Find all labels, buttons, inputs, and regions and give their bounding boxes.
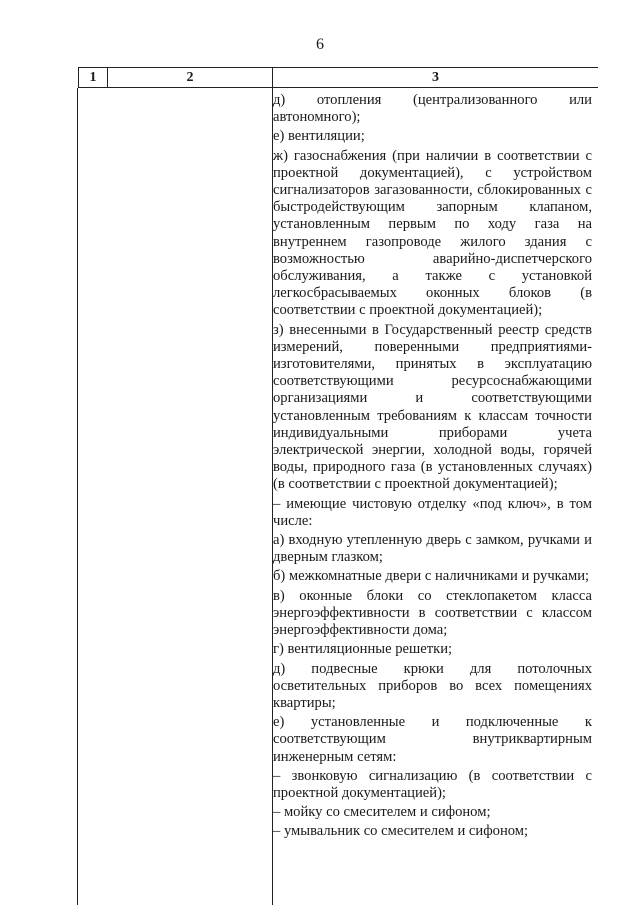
paragraph: ж) газоснабжения (при наличии в соответствии с проектной документацией), с устройством сигнализаторов загазованности, сблокированных с быстродействующим запорным клапаном, установленным первым по ходу газа на внутреннем газопроводе жилого здания с возможностью аварийно-диспетчерского обслуживания, а также с установкой легкосбрасываемых оконных блоков (в соответствии с проектной документацией); xyxy=(273,147,592,319)
page-number: 6 xyxy=(316,36,324,53)
paragraph: г) вентиляционные решетки; xyxy=(273,641,453,658)
paragraph: е) установленные и подключенные к соответствующим внутриквартирным инженерным сетям: xyxy=(273,714,592,765)
paragraph: – мойку со смесителем и сифоном; xyxy=(273,804,491,821)
paragraph: д) подвесные крюки для потолочных осветительных приборов во всех помещениях квартиры; xyxy=(273,660,592,711)
table-left-border xyxy=(77,88,78,905)
paragraph: – звонковую сигнализацию (в соответствии с проектной документацией); xyxy=(273,767,592,801)
paragraph: е) вентиляции; xyxy=(273,128,365,145)
paragraph: – умывальник со смесителем и сифоном; xyxy=(273,823,529,840)
table-header-row xyxy=(78,67,598,88)
table-header-col-3: 3 xyxy=(432,70,439,85)
paragraph: з) внесенными в Государственный реестр средств измерений, поверенными предприятиями-изготовителями, принятых в эксплуатацию соответствующими ресурсоснабжающими организациями и соответствующими установленным требованиям к классам точности индивидуальными приборами учета электрической энергии, холодной воды, горячей воды, природного газа (в установленных случаях) (в соответствии с проектной документацией); xyxy=(273,321,592,493)
paragraph: б) межкомнатные двери с наличниками и ручками; xyxy=(273,568,590,585)
paragraph: в) оконные блоки со стеклопакетом класса энергоэффективности в соответствии с классом энергоэффективности дома; xyxy=(273,587,592,639)
paragraph: а) входную утепленную дверь с замком, ручками и дверным глазком; xyxy=(273,532,592,566)
paragraph: д) отопления (централизованного или автономного); xyxy=(273,92,592,126)
table-header-col-1: 1 xyxy=(78,68,108,87)
table-cell-col-3 xyxy=(272,92,592,843)
paragraph: – имеющие чистовую отделку «под ключ», в том числе: xyxy=(273,495,592,529)
table-header-col-2: 2 xyxy=(108,68,273,87)
